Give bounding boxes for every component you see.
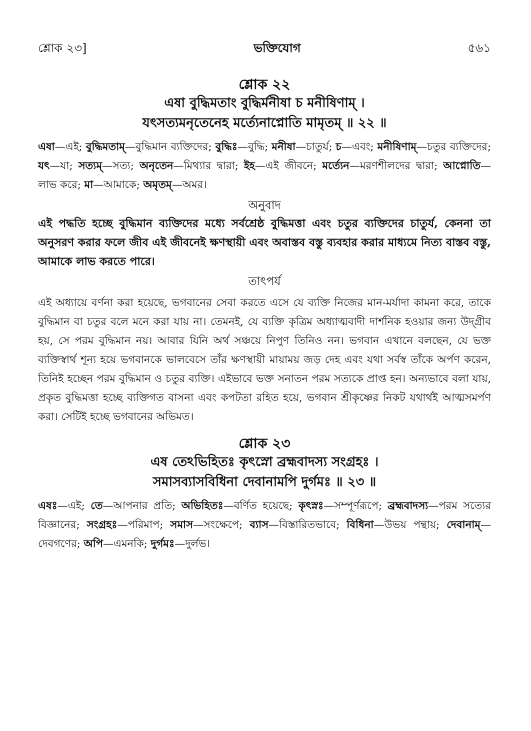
synonym-word: আপ্নোতি xyxy=(443,160,481,172)
synonym-word: বুদ্ধিমতাম্ xyxy=(85,141,125,153)
purport-title: তাৎপর্য xyxy=(248,274,281,288)
synonym-meaning: —বিস্তারিতভাবে; xyxy=(268,519,347,531)
header-page-number: ৫৬১ xyxy=(467,41,491,55)
verse-23-heading: শ্লোক ২৩ xyxy=(238,436,291,452)
synonym-meaning: —উভয় পন্থায়; xyxy=(373,519,447,531)
synonym-meaning: —মরণশীলদের দ্বারা; xyxy=(349,160,444,172)
synonym-meaning: —আপনার প্রতি; xyxy=(102,500,182,512)
verse-23-synonyms xyxy=(38,497,491,554)
synonym-meaning: —চতুর ব্যক্তিদের; xyxy=(416,141,491,153)
synonym-word: সত্যম্ xyxy=(78,160,103,172)
synonym-word: অনৃতেন xyxy=(139,160,174,172)
synonym-word: এষা xyxy=(38,141,55,153)
synonym-word: সংগ্রহঃ xyxy=(86,519,118,531)
synonym-meaning: —এবং; xyxy=(341,141,378,153)
synonym-word: মর্ত্যেন xyxy=(322,160,350,172)
synonym-word: অমৃতম্ xyxy=(143,179,172,191)
synonym-meaning: —দুর্লভ। xyxy=(174,538,211,550)
synonym-word: ব্যাস xyxy=(249,519,269,531)
translation-title: অনুবাদ xyxy=(248,198,281,212)
synonym-word: বুদ্ধিঃ xyxy=(215,141,238,153)
verse-22 xyxy=(38,76,491,427)
synonym-word: দুর্গমঃ xyxy=(150,538,175,550)
synonym-meaning: —এমনকি; xyxy=(102,538,151,550)
verse-22-translation: এই পদ্ধতি হচ্ছে বুদ্ধিমান ব্যক্তিদের মধ্যে সর্বশ্রেষ্ঠ বুদ্ধিমত্তা এবং চতুর ব্যক্তিদের চাতুর্য, কেননা তা অনুসরণ করার ফলে জীব এই জীবনেই ক্ষণস্থায়ী এবং অবাস্তব বস্তু ব্যবহার করার মাধ্যমে নিত্য বাস্তব বস্তু, আমাকে লাভ করতে পারে। xyxy=(38,217,491,268)
verse-22-purport: এই অধ্যায়ে বর্ণনা করা হয়েছে, ভগবানের সেবা করতে এসে যে ব্যক্তি নিজের মান-মর্যাদা কামনা করে, তাকে বুদ্ধিমান বা চতুর বলে মনে করা যায় না। তেমনই, যে ব্যক্তি কৃত্রিম অধ্যাত্মবাদী দার্শনিক হওয়ার জন্য উদ্গ্রীব হয়, সে পরম বুদ্ধিমান নয়। আবার যিনি অর্থ সঞ্চয়ে নিপুণ তিনিও নন। ভগবান এখানে বলছেন, যে ভক্ত ব্যক্তিস্বার্থ শূন্য হয়ে ভগবানকে ভালবেসে তাঁর ক্ষণস্থায়ী মায়াময় জড় দেহ এবং যথা সর্বস্ব তাঁকে অর্পণ করেন, তিনিই হচ্ছেন পরম বুদ্ধিমান ও চতুর ব্যক্তি। এইভাবে ভক্ত সনাতন পরম সত্যকে প্রাপ্ত হন। অন্যভাবে বলা যায়, প্রকৃত বুদ্ধিমত্তা হচ্ছে ব্যক্তিগত বাসনা এবং কপটতা রহিত হয়ে, ভগবান শ্রীকৃষ্ণের নিকট যথার্থই আত্মসমর্পণ করা। সেটিই হচ্ছে ভগবানের অভিমত। xyxy=(38,297,491,423)
synonym-meaning: —সত্য; xyxy=(102,160,140,172)
page-header xyxy=(38,40,491,58)
header-chapter-title: ভক্তিযোগ xyxy=(253,41,301,55)
synonym-meaning: —যা; xyxy=(49,160,79,172)
synonym-meaning: —আমাকে; xyxy=(93,179,144,191)
synonym-word: তে xyxy=(90,500,103,512)
synonym-word: মা xyxy=(84,179,94,191)
synonym-word: অভিহিতঃ xyxy=(181,500,224,512)
synonym-meaning: —সংক্ষেপে; xyxy=(193,519,250,531)
synonym-meaning: —অমর। xyxy=(171,179,207,191)
synonym-word: ব্রহ্মবাদস্য xyxy=(387,500,429,512)
synonym-word: দেবানাম্ xyxy=(446,519,481,531)
synonym-meaning: —এই; xyxy=(54,141,86,153)
synonym-word: চ xyxy=(335,141,342,153)
synonym-word: মনীষিণাম্ xyxy=(377,141,417,153)
synonym-meaning: —এই; xyxy=(57,500,91,512)
verse-22-synonyms xyxy=(38,138,491,195)
verse-22-line-2: যৎসত্যমনৃতেনেহ মর্ত্যেনাপ্নোতি মামৃতম্ ॥ ২২ ॥ xyxy=(142,116,387,131)
synonym-word: যৎ xyxy=(38,160,50,172)
synonym-meaning: —বুদ্ধি; xyxy=(237,141,272,153)
verse-23 xyxy=(38,435,491,554)
verse-23-line-2: সমাসব্যাসবিধিনা দেবানামপি দুর্গমঃ ॥ ২৩ ॥ xyxy=(152,475,377,490)
synonym-meaning: —এই জীবনে; xyxy=(254,160,323,172)
synonym-meaning: —পরম সত্যের বিজ্ঞানের; xyxy=(38,500,491,531)
synonym-word: মনীষা xyxy=(271,141,296,153)
synonym-word: এষঃ xyxy=(38,500,58,512)
synonym-meaning: —মিথ্যার দ্বারা; xyxy=(173,160,244,172)
synonym-word: অপি xyxy=(83,538,103,550)
synonym-meaning: —বুদ্ধিমান ব্যক্তিদের; xyxy=(124,141,216,153)
synonym-meaning: —দেবগণের; xyxy=(38,519,491,550)
synonym-meaning: —চাতুর্য; xyxy=(295,141,336,153)
synonym-meaning: —পরিমাপ; xyxy=(117,519,171,531)
header-verse-ref: শ্লোক ২৩] xyxy=(38,41,87,55)
synonym-meaning: —লাভ করে; xyxy=(38,160,491,191)
synonym-word: কৃৎস্নঃ xyxy=(298,500,324,512)
synonym-word: বিধিনা xyxy=(346,519,374,531)
verse-23-line-1: এষ তেঽভিহিতঃ কৃৎস্নো ব্রহ্মবাদস্য সংগ্রহঃ । xyxy=(150,455,379,470)
synonym-meaning: —বর্ণিত হয়েছে; xyxy=(223,500,299,512)
verse-22-heading: শ্লোক ২২ xyxy=(238,77,291,93)
synonym-word: ইহ xyxy=(243,160,255,172)
verse-22-line-1: এষা বুদ্ধিমতাং বুদ্ধির্মনীষা চ মনীষিণাম্ । xyxy=(164,96,365,111)
synonym-meaning: —সম্পূর্ণরূপে; xyxy=(323,500,388,512)
synonym-word: সমাস xyxy=(170,519,194,531)
